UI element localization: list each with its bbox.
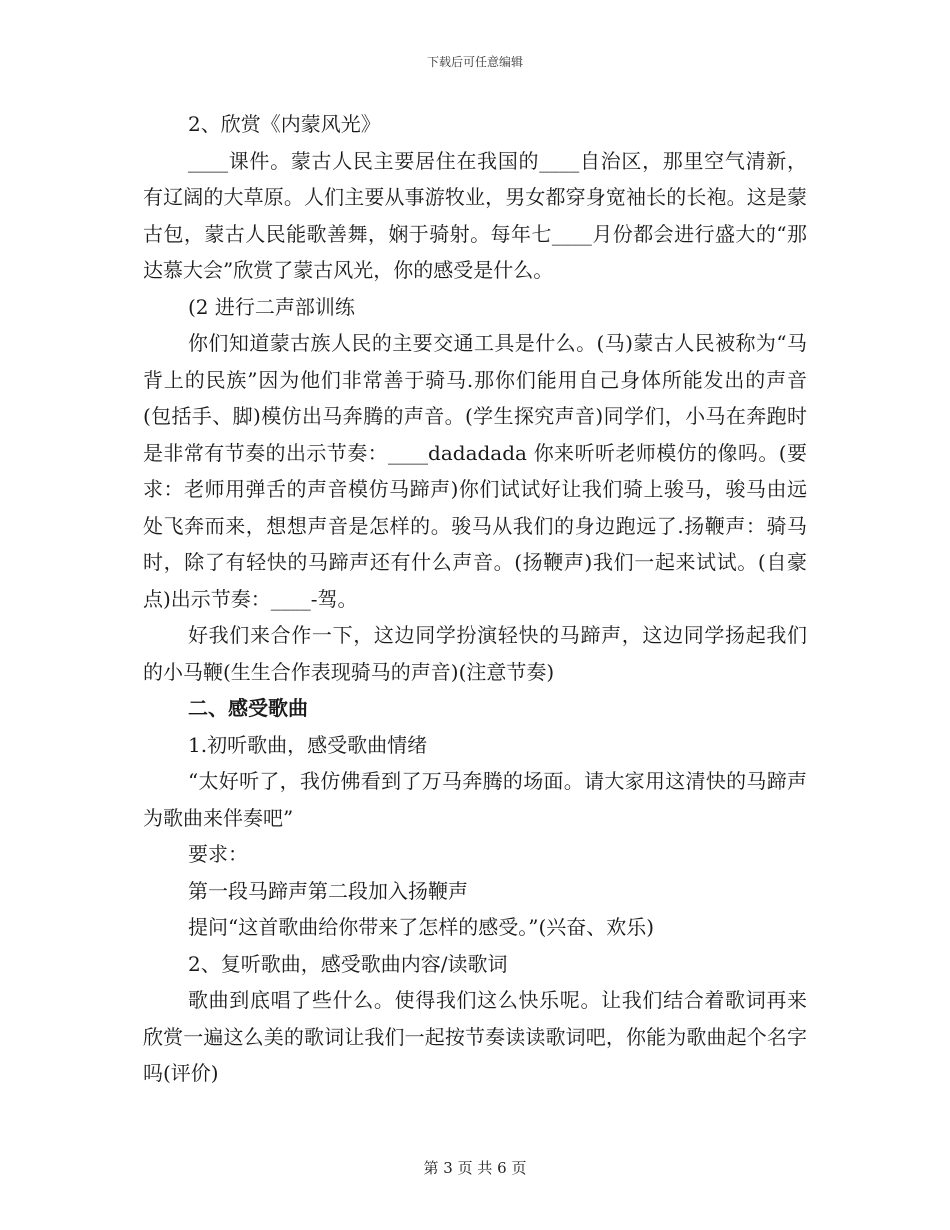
paragraph-cooperation: 好我们来合作一下，这边同学扮演轻快的马蹄声，这边同学扬起我们的小马鞭(生生合作表现骑马的声音)(注意节奏)	[143, 623, 807, 684]
heading-feel-song: 二、感受歌曲	[188, 696, 308, 720]
page-header: 下载后可任意编辑	[426, 55, 523, 69]
document-body	[143, 106, 807, 1092]
item-first-listen: 1.初听歌曲，感受歌曲情绪	[188, 732, 428, 757]
item-second-listen: 2、复听歌曲，感受歌曲内容/读歌词	[188, 951, 508, 976]
paragraph-quote: “太好听了，我仿佛看到了万马奔腾的场面。请大家用这清快的马蹄声为歌曲来伴奏吧”	[143, 769, 807, 830]
paragraph-courseware: ____课件。蒙古人民主要居住在我国的____自治区，那里空气清新，有辽阔的大草原。人们主要从事游牧业，男女都穿身宽袖长的长袍。这是蒙古包，蒙古人民能歌善舞，娴于骑射。每年七____月份都会进行盛大的“那达慕大会”欣赏了蒙古风光，你的感受是什么。	[143, 148, 807, 282]
paragraph-horse-rhythm: 你们知道蒙古族人民的主要交通工具是什么。(马)蒙古人民被称为“马背上的民族”因为他们非常善于骑马.那你们能用自己身体所能发出的声音(包括手、脚)模仿出马奔腾的声音。(学生探究声音)同学们，小马在奔跑时是非常有节奏的出示节奏：____dadadada 你来听听老师模仿的像吗。(要求：老师用弹舌的声音模仿马蹄声)你们试试好让我们骑上骏马，骏马由远处飞奔而来，想想声音是怎样的。骏马从我们的身边跑远了.扬鞭声：骑马时，除了有轻快的马蹄声还有什么声音。(扬鞭声)我们一起来试试。(自豪点)出示节奏：____-驾。	[143, 331, 807, 611]
label-requirements: 要求：	[188, 842, 248, 866]
section-title-appreciate: 2、欣赏《内蒙风光》	[188, 112, 381, 136]
page-footer: 第 3 页 共 6 页	[423, 1159, 527, 1177]
paragraph-lyrics: 歌曲到底唱了些什么。使得我们这么快乐呢。让我们结合着歌词再来欣赏一遍这么美的歌词让我们一起按节奏读读歌词吧，你能为歌曲起个名字吗(评价)	[143, 988, 807, 1085]
subsection-two-part-training: (2 进行二声部训练	[188, 294, 355, 319]
paragraph-requirement-detail: 第一段马蹄声第二段加入扬鞭声	[188, 878, 468, 903]
paragraph-question: 提问“这首歌曲给你带来了怎样的感受。”(兴奋、欢乐)	[188, 915, 655, 939]
